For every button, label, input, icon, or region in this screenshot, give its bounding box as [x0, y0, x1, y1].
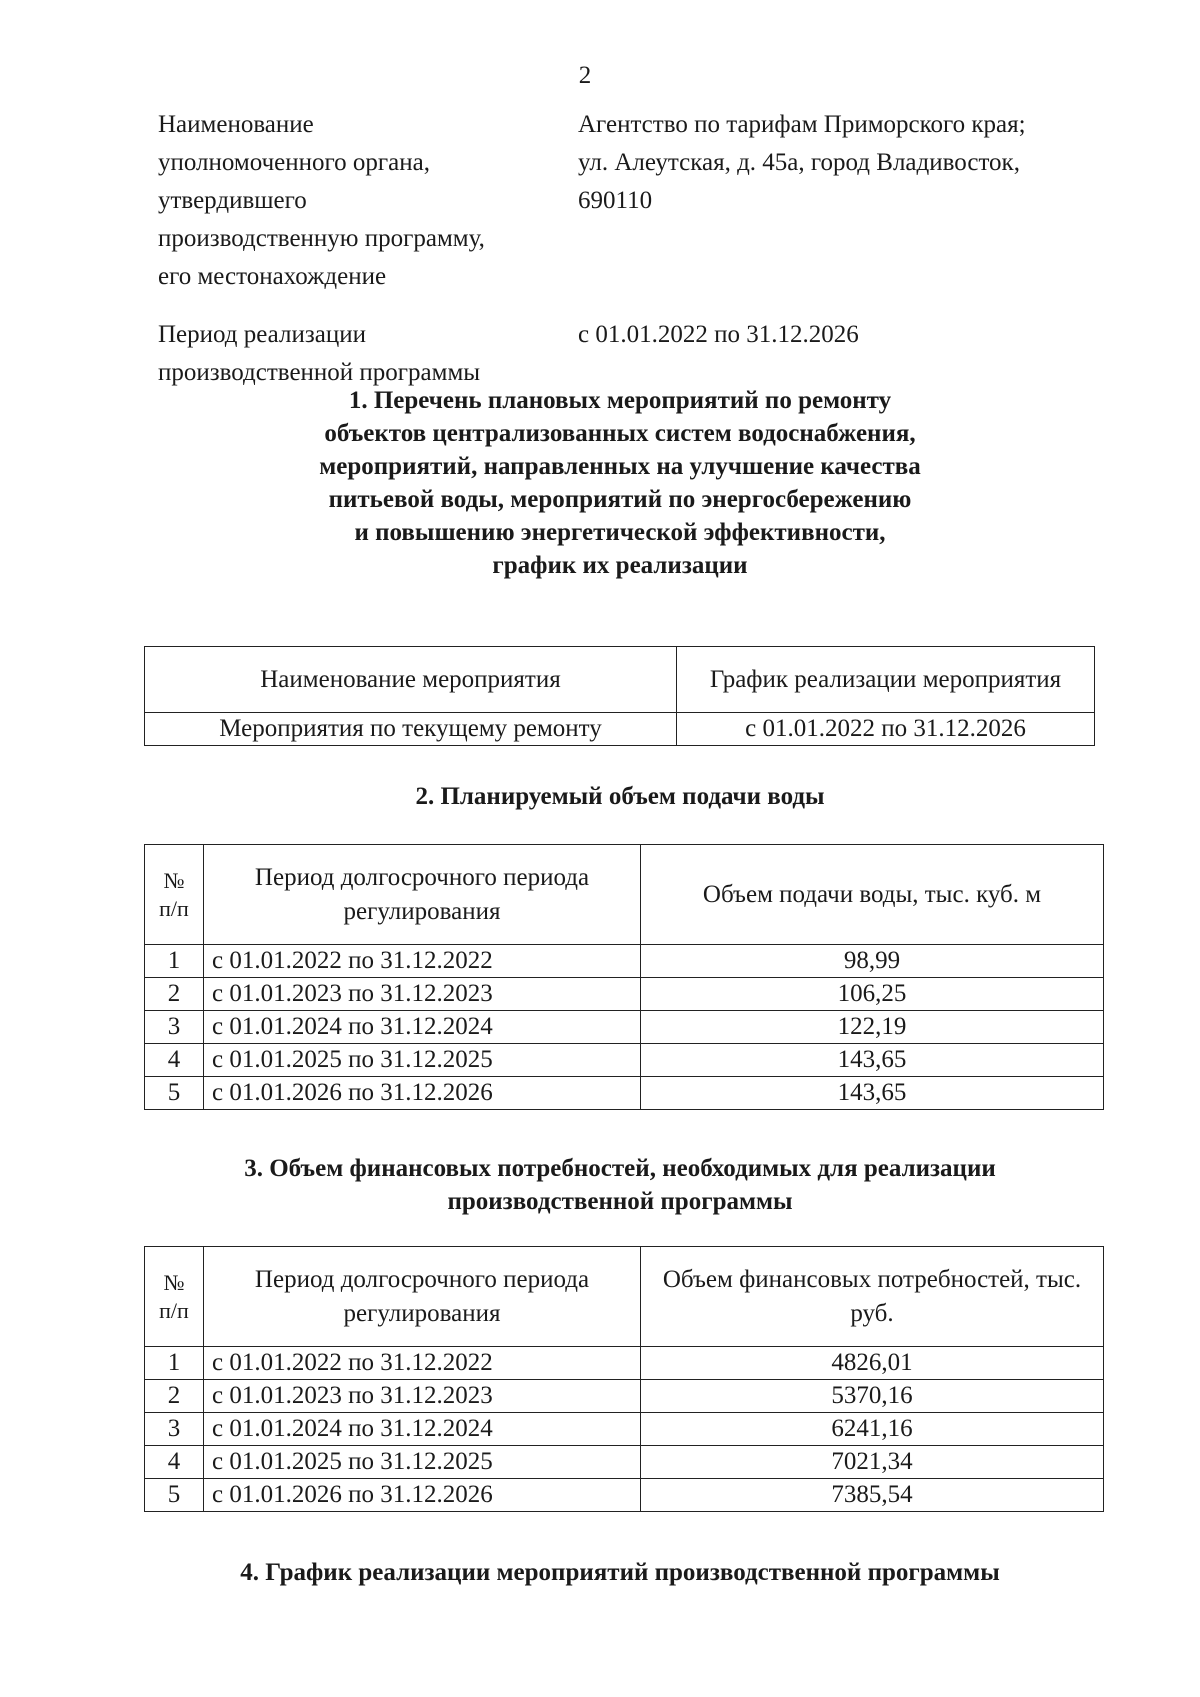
section1-title-line: объектов централизованных систем водоснабжения,: [324, 420, 916, 447]
table-row: [145, 945, 1104, 978]
row-period: с 01.01.2023 по 31.12.2023: [204, 978, 641, 1011]
section4-title-line: 4. График реализации мероприятий производственной программы: [240, 1559, 1000, 1586]
header-number-text: № п/п: [159, 867, 189, 921]
table-header-row: [145, 845, 1104, 945]
row-period: с 01.01.2026 по 31.12.2026: [204, 1077, 641, 1110]
section3-title-line: производственной программы: [447, 1188, 793, 1215]
section1-title-line: график их реализации: [492, 552, 748, 579]
table-header-row: [145, 647, 1095, 713]
section1-title-line: и повышению энергетической эффективности,: [354, 519, 886, 546]
row-number: 5: [145, 1479, 204, 1512]
row-value: 143,65: [641, 1044, 1104, 1077]
authority-value-line: ул. Алеутская, д. 45а, город Владивосток,: [578, 149, 1020, 176]
period-label: [158, 316, 558, 392]
row-value: 4826,01: [641, 1347, 1104, 1380]
header-cell-number: [145, 845, 204, 945]
header-cell-number: [145, 1247, 204, 1347]
row-number: 1: [145, 945, 204, 978]
header-cell: Наименование мероприятия: [145, 647, 677, 713]
table-row: [145, 1077, 1104, 1110]
table-row: [145, 1446, 1104, 1479]
authority-label-line: его местонахождение: [158, 263, 387, 290]
row-value: 122,19: [641, 1011, 1104, 1044]
table-row: [145, 1413, 1104, 1446]
section1-title-line: 1. Перечень плановых мероприятий по ремонту: [348, 387, 892, 414]
row-number: 4: [145, 1446, 204, 1479]
row-period: с 01.01.2025 по 31.12.2025: [204, 1044, 641, 1077]
table-header-row: [145, 1247, 1104, 1347]
section2-title: [145, 780, 1095, 813]
period-value: [578, 316, 1098, 354]
section2-title-line: 2. Планируемый объем подачи воды: [415, 783, 825, 810]
authority-label-line: уполномоченного органа,: [158, 149, 430, 176]
authority-value-line: Агентство по тарифам Приморского края;: [578, 111, 1026, 138]
row-value: 106,25: [641, 978, 1104, 1011]
water-volume-table: [144, 844, 1104, 1110]
row-number: 2: [145, 1380, 204, 1413]
page-number: 2: [578, 62, 592, 89]
section3-title-line: 3. Объем финансовых потребностей, необходимых для реализации: [244, 1155, 996, 1182]
authority-label: [158, 106, 558, 296]
table-row: [145, 713, 1095, 746]
row-value: 6241,16: [641, 1413, 1104, 1446]
row-value: 143,65: [641, 1077, 1104, 1110]
section1-title-line: питьевой воды, мероприятий по энергосбережению: [328, 486, 912, 513]
row-number: 3: [145, 1413, 204, 1446]
table-cell: с 01.01.2022 по 31.12.2026: [677, 713, 1095, 746]
row-period: с 01.01.2024 по 31.12.2024: [204, 1011, 641, 1044]
authority-value-line: 690110: [578, 187, 653, 214]
header-cell: Период долгосрочного периода регулирования: [204, 1247, 641, 1347]
row-value: 98,99: [641, 945, 1104, 978]
row-number: 4: [145, 1044, 204, 1077]
section1-title-line: мероприятий, направленных на улучшение качества: [319, 453, 921, 480]
authority-label-line: производственную программу,: [158, 225, 485, 252]
table-row: [145, 1044, 1104, 1077]
row-period: с 01.01.2025 по 31.12.2025: [204, 1446, 641, 1479]
header-cell: Период долгосрочного периода регулирования: [204, 845, 641, 945]
row-value: 7385,54: [641, 1479, 1104, 1512]
table-row: [145, 1347, 1104, 1380]
row-period: с 01.01.2026 по 31.12.2026: [204, 1479, 641, 1512]
period-value-text: с 01.01.2022 по 31.12.2026: [578, 321, 859, 348]
table-row: [145, 1380, 1104, 1413]
row-value: 5370,16: [641, 1380, 1104, 1413]
header-cell: Объем подачи воды, тыс. куб. м: [641, 845, 1104, 945]
authority-label-line: утвердившего: [158, 187, 307, 214]
row-number: 3: [145, 1011, 204, 1044]
row-number: 1: [145, 1347, 204, 1380]
period-label-line: производственной программы: [158, 359, 481, 386]
header-number-text: № п/п: [159, 1269, 189, 1323]
section3-title: [145, 1152, 1095, 1218]
table-row: [145, 978, 1104, 1011]
row-period: с 01.01.2023 по 31.12.2023: [204, 1380, 641, 1413]
row-number: 5: [145, 1077, 204, 1110]
row-period: с 01.01.2022 по 31.12.2022: [204, 1347, 641, 1380]
row-number: 2: [145, 978, 204, 1011]
authority-label-line: Наименование: [158, 111, 314, 138]
header-cell: Объем финансовых потребностей, тыс. руб.: [641, 1247, 1104, 1347]
row-value: 7021,34: [641, 1446, 1104, 1479]
authority-value: [578, 106, 1098, 220]
section4-title: [145, 1556, 1095, 1589]
section1-title: [145, 384, 1095, 582]
table-row: [145, 1011, 1104, 1044]
table-row: [145, 1479, 1104, 1512]
measures-table: [144, 646, 1095, 746]
row-period: с 01.01.2024 по 31.12.2024: [204, 1413, 641, 1446]
period-label-line: Период реализации: [158, 321, 366, 348]
row-period: с 01.01.2022 по 31.12.2022: [204, 945, 641, 978]
header-cell: График реализации мероприятия: [677, 647, 1095, 713]
financial-needs-table: [144, 1246, 1104, 1512]
table-cell: Мероприятия по текущему ремонту: [145, 713, 677, 746]
